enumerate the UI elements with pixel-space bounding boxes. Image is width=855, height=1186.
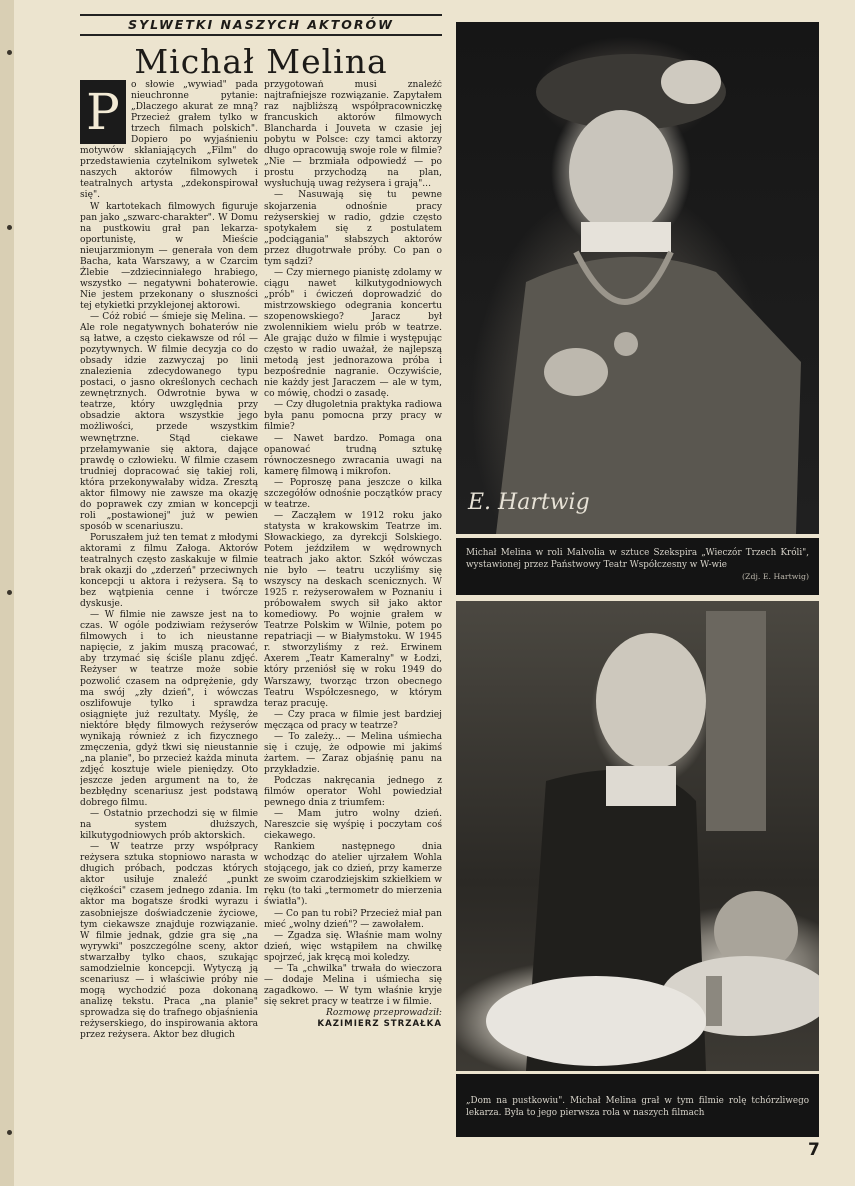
caption-text: Michał Melina w roli Malvolia w sztuce Szekspira „Wieczór Trzech Króli", wystawionej przez Państwowy Teatr Współczesny w W-wie — [466, 548, 809, 570]
article-paragraph: — To zależy... — Melina uśmiecha się i czuję, że odpowie mi jakimś żartem. — Zaraz objaśnię panu na przykładzie. — [264, 731, 442, 775]
binding-hole — [7, 225, 12, 230]
photographer-signature: E. Hartwig — [468, 490, 590, 515]
article-paragraph: przygotowań musi znaleźć najtrafniejsze rozwiązanie. Zapytałem raz najbliższą współpracowniczkę francuskich aktorów filmowych Blancharda i Jouveta w czasie jej pobytu w Polsce: czy tamci aktorzy długo opracowują swoje role w filmie? „Nie — brzmiała odpowiedź — po prostu przychodzą na plan, wysłuchują uwag reżysera i grają"... — [264, 80, 442, 190]
article-paragraph: Rankiem następnego dnia wchodząc do atelier ujrzałem Wohla stojącego, jak co dzień, przy kamerze ze swoim czarodziejskim szkiełkiem w ręku (to taki „termometr do mierzenia światła"). — [264, 842, 442, 908]
interviewer-name: KAZIMIERZ STRZAŁKA — [317, 1018, 442, 1029]
article-paragraph: — Zacząłem w 1912 roku jako statysta w krakowskim Teatrze im. Słowackiego, za dyrekcji Solskiego. Potem jeździłem w wędrownych teatrach jako aktor. Szkół wówczas nie było — teatru uczyliśmy się wszyscy na deskach scenicznych. W 1925 r. reżyserowałem w Poznaniu i próbowałem swych sił jako aktor komediowy. Po wojnie grałem w Teatrze Polskim w Wilnie, potem po repatriacji — w Białymstoku. W 1945 r. stworzyliśmy z reż. Erwinem Axerem „Teatr Kameralny" w Łodzi, który przeniósł się w roku 1949 do Warszawy, tworząc trzon obecnego Teatru Współczesnego, w którym teraz pracuję. — [264, 510, 442, 709]
article-paragraph: — Czy miernego pianistę zdolamy w ciągu nawet kilkutygodniowych „prób" i ćwiczeń doprowadzić do mistrzowskiego odegrania koncertu szopenowskiego? Jaracz był zwolennikiem wielu prób w teatrze. Ale grając dużo w filmie i występując często w radio uważał, że najlepszą metodą jest jednorazowa próba i bezpośrednie nagranie. Oczywiście, nie każdy jest Jaraczem — ale w tym, co mówię, chodzi o zasadę. — [264, 267, 442, 400]
binding-hole — [7, 1130, 12, 1135]
binding-hole — [7, 50, 12, 55]
article-paragraph: — Zgadza się. Właśnie mam wolny dzień, więc wstąpiłem na chwilkę spojrzeć, jak kręcą moi koledzy. — [264, 930, 442, 963]
photo-caption — [456, 538, 819, 595]
article-paragraph: Podczas nakręcania jednego z filmów operator Wohl powiedział pewnego dnia z triumfem: — [264, 775, 442, 809]
interviewer-credit-label: Rozmowę przeprowadził: — [326, 1007, 442, 1018]
article-paragraph: W kartotekach filmowych figuruje pan jako „szwarc-charakter". W Domu na pustkowiu grał pan lekarza-oportunistę, w Mieście nieujarzmionym — generała von dem Bacha, kata Warszawy, a w Czarcim Żlebie —zdziecinniałego hrabiego, wszystko — negatywni bohaterowie. Nie jestem przekonany o słuszności tej etykietki przyklejonej aktorowi. — [80, 201, 258, 311]
photo-credit: (Zdj. E. Hartwig) — [742, 572, 809, 581]
section-kicker: SYLWETKI NASZYCH AKTORÓW — [80, 14, 442, 36]
article-column-left — [80, 80, 258, 1126]
page-number: 7 — [808, 1140, 820, 1160]
actor-figure-illustration — [456, 22, 819, 534]
article-column-right — [264, 80, 442, 1126]
article-paragraph: — Nasuwają się tu pewne skojarzenia odnośnie pracy reżyserskiej w radio, gdzie często spotykałem się z postulatem „podciągania" słabszych aktorów przez długotrwałe próby. Co pan o tym sądzi? — [264, 190, 442, 267]
article-paragraph: — Czy praca w filmie jest bardziej męcząca od pracy w teatrze? — [264, 709, 442, 731]
article-paragraph: Poruszałem już ten temat z młodymi aktorami z filmu Załoga. Aktorów teatralnych często zaskakuje w filmie brak okazji do „zderzeń" przeciwnych koncepcji u aktora i reżysera. Są to bez wątpienia cenne i twórcze dyskusje. — [80, 532, 258, 610]
article-paragraph: — W teatrze przy współpracy reżysera sztuka stopniowo narasta w długich próbach, podczas których aktor usiłuje znaleźć „punkt ciężkości" czasem jednego zdania. Im aktor ma bogatsze środki wyrazu i zasobniejsze doświadczenie życiowe, tym ciekawsze znajduje rozwiązanie. W filmie jednak, gdzie gra się „na wyrywki" poszczególne sceny, aktor stwarzałby tylko chaos, szukając samodzielnie koncepcji. Wytyczą ją scenariusz — i właściwie próby nie mogą wychodzić poza dokonaną analizę tekstu. Praca „na planie" sprowadza się do trafnego objaśnienia reżyserskiego, do inspirowania aktora przez reżysera. Aktor bez długich — [80, 842, 258, 1041]
article-paragraph: — Nawet bardzo. Pomaga ona opanować trudną sztukę równoczesnego zwracania uwagi na kamerę filmową i mikrofon. — [264, 433, 442, 477]
article-paragraph: — Poproszę pana jeszcze o kilka szczegółów odnośnie początków pracy w teatrze. — [264, 477, 442, 510]
article-headline: Michał Melina — [134, 42, 388, 81]
article-paragraph: — Ta „chwilka" trwała do wieczora — dodaje Melina i uśmiecha się zagadkowo. — W tym właśnie kryje się sekret pracy w teatrze i w filmie. — [264, 963, 442, 1007]
article-paragraph: — Cóż robić — śmieje się Melina. — Ale role negatywnych bohaterów nie są łatwe, a często ciekawsze od ról — pozytywnych. W filmie decyzja co do obsady idzie zazwyczaj po linii znalezienia zdecydowanego typu postaci, o jasno określonych cechach zewnętrznych. Odwrotnie bywa w teatrze, który uwzględnia przy obsadzie aktora wszystkie jego możliwości, przede wszystkim wewnętrzne. Stąd ciekawe przełamywanie się aktora, dające prawdę o człowieku. W filmie czasem trudniej dopracować się takiej roli, która przekonywałaby widza. Zresztą aktor filmowy nie zawsze ma okazję do poprawek czy zmian w koncepcji roli „postawionej" już w pewien sposób w scenariuszu. — [80, 311, 258, 532]
photo-malvolio-role — [456, 22, 819, 534]
article-paragraph: — Mam jutro wolny dzień. Nareszcie się wyśpię i poczytam coś ciekawego. — [264, 809, 442, 842]
drop-cap: P — [80, 80, 126, 144]
caption-text: „Dom na pustkowiu". Michał Melina grał w tym filmie rolę tchórzliwego lekarza. Była to jego pierwsza rola w naszych filmach — [466, 1096, 809, 1118]
binding-hole — [7, 590, 12, 595]
photo-film-still — [456, 601, 819, 1071]
photo-caption — [456, 1074, 819, 1137]
article-paragraph: — Czy długoletnia praktyka radiowa była panu pomocna przy pracy w filmie? — [264, 400, 442, 433]
article-paragraph: — Ostatnio przechodzi się w filmie na system dłuższych, kilkutygodniowych prób aktorskich. — [80, 809, 258, 842]
article-paragraph: o słowie „wywiad" pada nieuchronne pytanie: „Dlaczego akurat ze mną? Przecież grałem tylko w trzech filmach polskich". Dopiero po wyjaśnieniu motywów skłaniających „Film" do przedstawienia czytelnikom sylwetek naszych aktorów filmowych i teatralnych artysta „zdekonspirował się". — [80, 80, 258, 201]
article-paragraph: — W filmie nie zawsze jest na to czas. W ogóle podziwiam reżyserów filmowych i to ich nieustanne napięcie, z jakim muszą pracować, aby trzymać się ściśle planu zdjęć. Reżyser w teatrze może sobie pozwolić czasem na odprężenie, gdy ma swój „zły dzień", i wówczas oszlifowuje tylko i sprawdza osiągnięte już rezultaty. Myślę, że niektóre błędy filmowych reżyserów wynikają również z ich fizycznego zmęczenia, gdyż tkwi się nieustannie „na planie", bo przecież każda minuta zdjęć kosztuje wiele pieniędzy. Oto jeszcze jeden argument na to, że bezbłędny scenariusz jest podstawą dobrego filmu. — [80, 610, 258, 809]
article-paragraph: — Co pan tu robi? Przecież miał pan mieć „wolny dzień"? — zawołałem. — [264, 908, 442, 930]
film-scene-illustration — [456, 601, 819, 1071]
